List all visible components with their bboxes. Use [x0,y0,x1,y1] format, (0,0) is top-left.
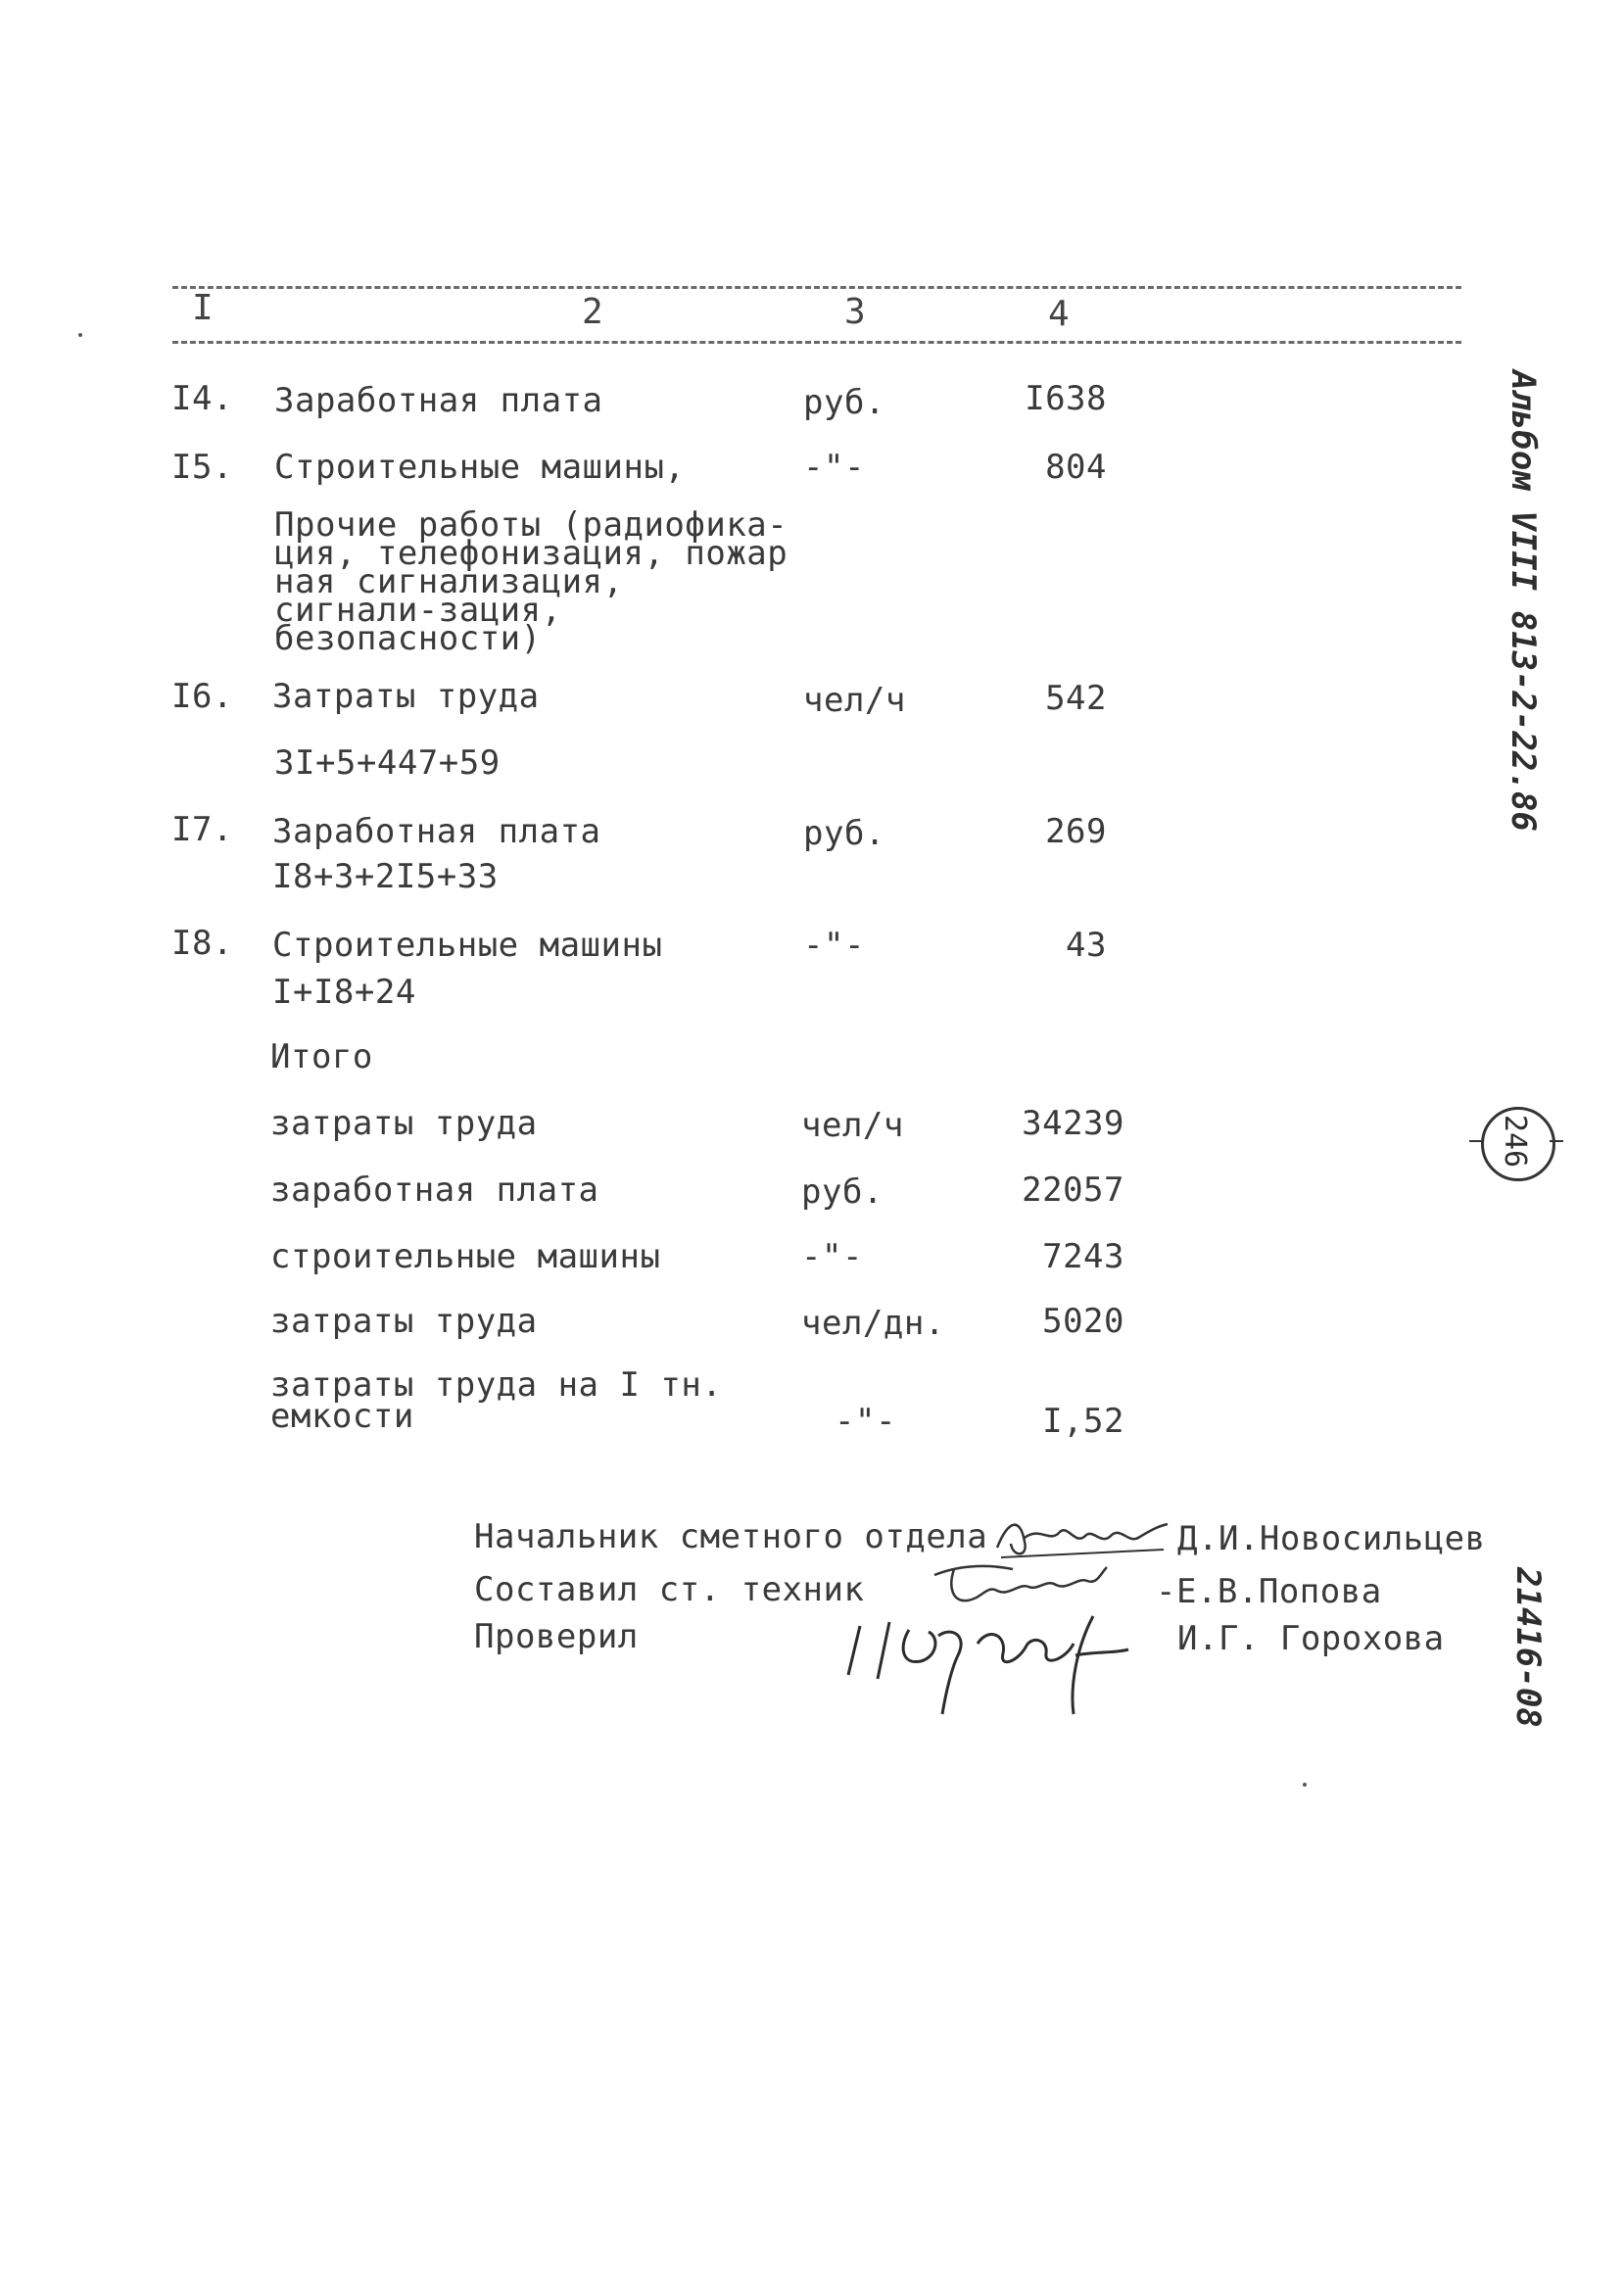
header-col-1: I [192,288,214,328]
scan-speck [1303,1783,1307,1787]
page-number-tick-right [1550,1140,1563,1142]
totals-value: 22057 [1022,1170,1124,1210]
header-col-2: 2 [582,292,603,332]
row-formula: I8+3+2I5+33 [272,857,499,896]
row-formula: I+I8+24 [272,973,416,1012]
row-value: 43 [1066,926,1107,965]
row-label: Заработная плата [274,381,603,420]
row-number: I6. [171,677,233,716]
page-number-tick-left [1469,1140,1483,1142]
totals-unit: чел/ч [801,1106,904,1145]
row-label: Строительные машины, [274,448,686,487]
scan-speck [78,333,82,337]
totals-unit: чел/дн. [801,1304,945,1343]
row-formula: 3I+5+447+59 [274,743,501,783]
document-code: 21416-08 [1508,1567,1548,1728]
signature-name: И.Г. Горохова [1177,1619,1445,1658]
row-value: 269 [1045,812,1107,851]
row-label: Заработная плата [272,812,601,851]
totals-label: затраты труда [270,1302,538,1341]
totals-label-line: затраты труда на I тн. [270,1365,723,1405]
totals-label-line: емкости [270,1397,414,1436]
album-annotation: Альбом VIII 813-2-22.86 [1504,370,1543,832]
totals-label-multiline [270,1365,723,1436]
signature-name: -Е.В.Попова [1156,1572,1382,1611]
header-top-rule [172,286,1461,289]
header-bottom-rule [172,341,1461,344]
row-unit: -"- [803,448,865,487]
row-note: Прочие работы (радиофика-ция, телефонизация, пожар ная сигнализация, сигнали-зация, безопасности) [274,505,788,658]
row-value: 804 [1045,448,1107,487]
page-number: 246 [1498,1114,1533,1169]
row-number: I4. [171,379,233,418]
totals-value: 5020 [1042,1302,1124,1341]
row-unit: чел/ч [803,681,906,720]
row-value: 542 [1045,679,1107,718]
totals-value: I,52 [1042,1402,1124,1441]
row-value: I638 [1025,379,1107,418]
signature-name: Д.И.Новосильцев [1177,1519,1486,1558]
row-label: Строительные машины [272,926,663,965]
row-number: I5. [171,448,233,487]
signature-role: Проверил [474,1617,639,1656]
totals-unit: -"- [801,1237,863,1276]
header-col-4: 4 [1048,294,1070,334]
signature-role: Составил ст. техник [474,1570,865,1609]
totals-label: заработная плата [270,1170,599,1210]
handwritten-signature [831,1597,1154,1724]
totals-title: Итого [270,1037,373,1076]
totals-label: строительные машины [270,1237,661,1276]
row-number: I8. [171,924,233,963]
totals-label: затраты труда [270,1104,538,1143]
totals-value: 7243 [1042,1237,1124,1276]
header-col-3: 3 [844,292,866,332]
row-number: I7. [171,810,233,849]
row-unit: руб. [803,814,885,853]
totals-unit: -"- [835,1402,896,1441]
row-unit: руб. [803,383,885,422]
row-label: Затраты труда [272,677,540,716]
totals-value: 34239 [1022,1104,1124,1143]
row-unit: -"- [803,926,865,965]
totals-unit: руб. [801,1172,884,1212]
signature-role: Начальник сметного отдела [474,1517,988,1556]
